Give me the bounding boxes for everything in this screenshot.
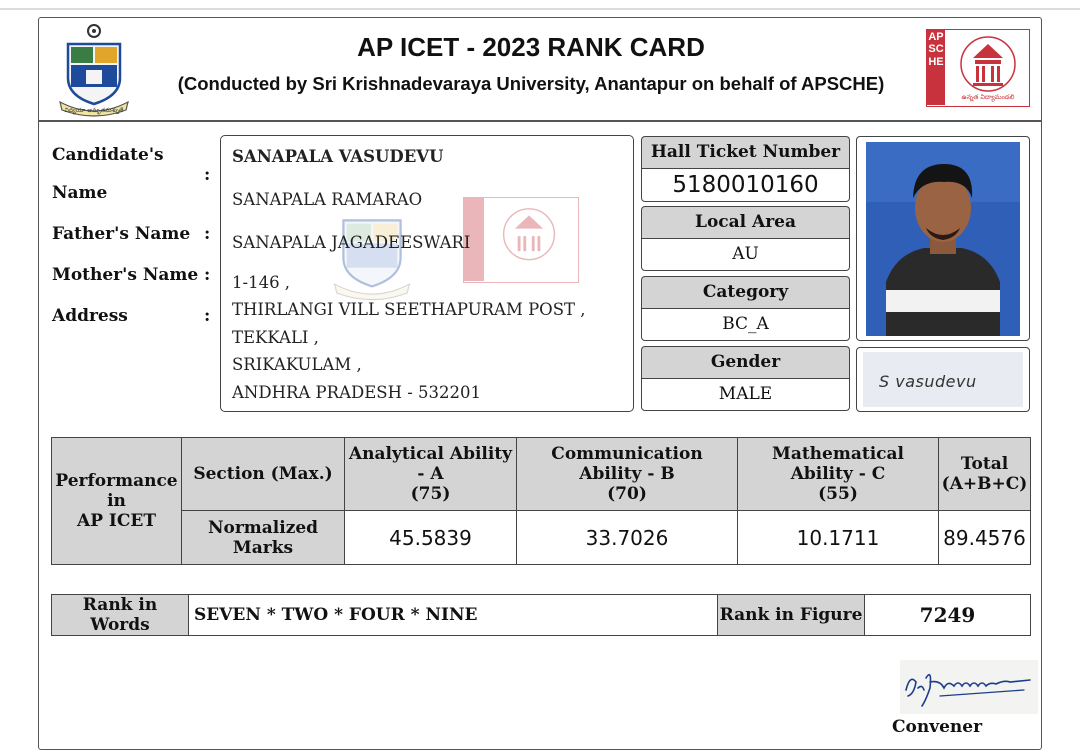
apsche-watermark-icon: [463, 197, 579, 283]
apsche-logo: [926, 29, 1030, 107]
analytical-ability-header: Analytical Ability - A (75): [345, 438, 517, 511]
father-name-colon: :: [204, 224, 211, 244]
total-header: Total (A+B+C): [939, 438, 1031, 511]
hall-ticket-label: Hall Ticket Number: [641, 136, 850, 168]
convener-signature-frame: [900, 660, 1038, 714]
candidate-signature-frame: [856, 347, 1030, 412]
local-area-value: AU: [641, 238, 850, 271]
candidate-name-value: SANAPALA VASUDEVU: [232, 147, 444, 166]
address-line-1: 1-146 ,: [232, 273, 291, 292]
candidate-name-label-line2: Name: [52, 183, 108, 203]
top-divider: [0, 8, 1080, 10]
address-line-5: ANDHRA PRADESH - 532201: [232, 383, 482, 402]
rank-in-words-value: SEVEN * TWO * FOUR * NINE: [189, 595, 718, 636]
candidate-signature: S vasudevu: [879, 372, 977, 391]
category-field: [641, 276, 850, 341]
gender-value: MALE: [641, 378, 850, 411]
rank-in-words-label: Rank in Words: [52, 595, 189, 636]
address-line-4: SRIKAKULAM ,: [232, 355, 362, 374]
analytical-ability-score: 45.5839: [345, 511, 517, 565]
apsche-emblem-icon: [951, 34, 1025, 102]
convener-signature: [900, 660, 1038, 714]
father-name-value: SANAPALA RAMARAO: [232, 190, 423, 209]
svg-text:విద్యయా అమృతమశ్నుతే: విద్యయా అమృతమశ్నుతే: [64, 107, 124, 114]
svg-text:ఉన్నత విద్యామండలి: ఉన్నత విద్యామండలి: [961, 93, 1015, 101]
header-divider: [38, 120, 1042, 122]
communication-ability-header: Communication Ability - B (70): [517, 438, 738, 511]
gender-label: Gender: [641, 346, 850, 378]
candidate-photo-frame: [856, 136, 1030, 341]
performance-row-label: Performance in AP ICET: [52, 438, 182, 565]
address-label: Address: [52, 306, 128, 326]
address-line-3: TEKKALI ,: [232, 328, 319, 347]
mathematical-ability-score: 10.1711: [738, 511, 939, 565]
candidate-name-colon: :: [204, 165, 211, 185]
local-area-label: Local Area: [641, 206, 850, 238]
rank-in-figure-label: Rank in Figure: [718, 595, 865, 636]
local-area-field: [641, 206, 850, 271]
address-colon: :: [204, 306, 211, 326]
performance-table: [51, 437, 1031, 565]
gender-field: [641, 346, 850, 411]
university-emblem-logo: [54, 22, 134, 118]
normalized-marks-label: Normalized Marks: [182, 511, 345, 565]
apsche-letters: APSCHE: [927, 30, 945, 105]
candidate-name-label-line1: Candidate's: [52, 145, 164, 165]
convener-label: Convener: [892, 717, 983, 737]
rank-in-figure-value: 7249: [865, 595, 1031, 636]
father-name-label: Father's Name: [52, 224, 191, 244]
communication-ability-score: 33.7026: [517, 511, 738, 565]
mathematical-ability-header: Mathematical Ability - C (55): [738, 438, 939, 511]
mother-name-value: SANAPALA JAGADEESWARI: [232, 233, 471, 252]
category-label: Category: [641, 276, 850, 308]
hall-ticket-field: [641, 136, 850, 202]
card-title: AP ICET - 2023 RANK CARD: [357, 32, 705, 62]
mother-name-label: Mother's Name: [52, 265, 199, 285]
rank-table: [51, 594, 1031, 636]
address-line-2: THIRLANGI VILL SEETHAPURAM POST ,: [232, 300, 586, 319]
hall-ticket-value: 5180010160: [641, 168, 850, 202]
mother-name-colon: :: [204, 265, 211, 285]
card-subtitle: (Conducted by Sri Krishnadevaraya University, Anantapur on behalf of APSCHE): [177, 73, 885, 94]
category-value: BC_A: [641, 308, 850, 341]
section-max-header: Section (Max.): [182, 438, 345, 511]
candidate-photo: [866, 142, 1020, 336]
total-score: 89.4576: [939, 511, 1031, 565]
